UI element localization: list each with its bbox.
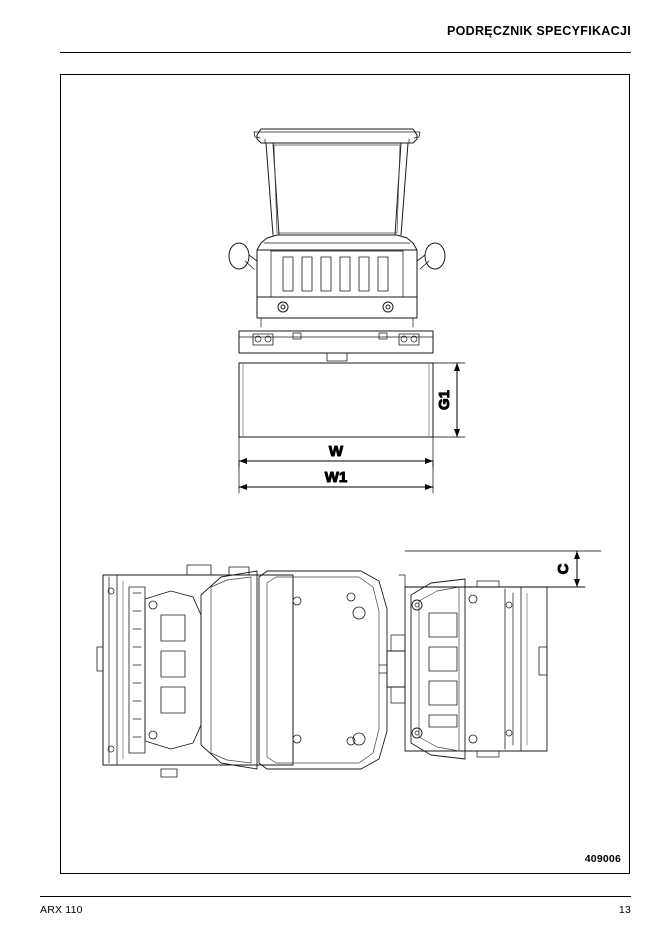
page-footer: [40, 904, 631, 916]
footer-page-number: 13: [618, 904, 631, 916]
front-view-dimensions: [239, 363, 465, 493]
machine-technical-drawing: [61, 75, 631, 875]
figure-code: 409006: [584, 853, 621, 865]
top-view-dimensions: [405, 551, 601, 587]
footer-divider: [40, 896, 631, 897]
dim-label-w: W: [328, 443, 344, 460]
header-divider: [60, 52, 631, 53]
front-view-drawing: [229, 129, 445, 437]
header-title: PODRĘCZNIK SPECYFIKACJI: [446, 24, 631, 38]
dim-label-g1: G1: [436, 389, 453, 411]
top-view-drawing: [97, 565, 547, 777]
figure-frame: [60, 74, 630, 874]
page-header: [60, 24, 631, 38]
footer-model: ARX 110: [40, 904, 83, 916]
dim-label-c: C: [555, 563, 572, 575]
dim-label-w1: W1: [324, 469, 348, 486]
